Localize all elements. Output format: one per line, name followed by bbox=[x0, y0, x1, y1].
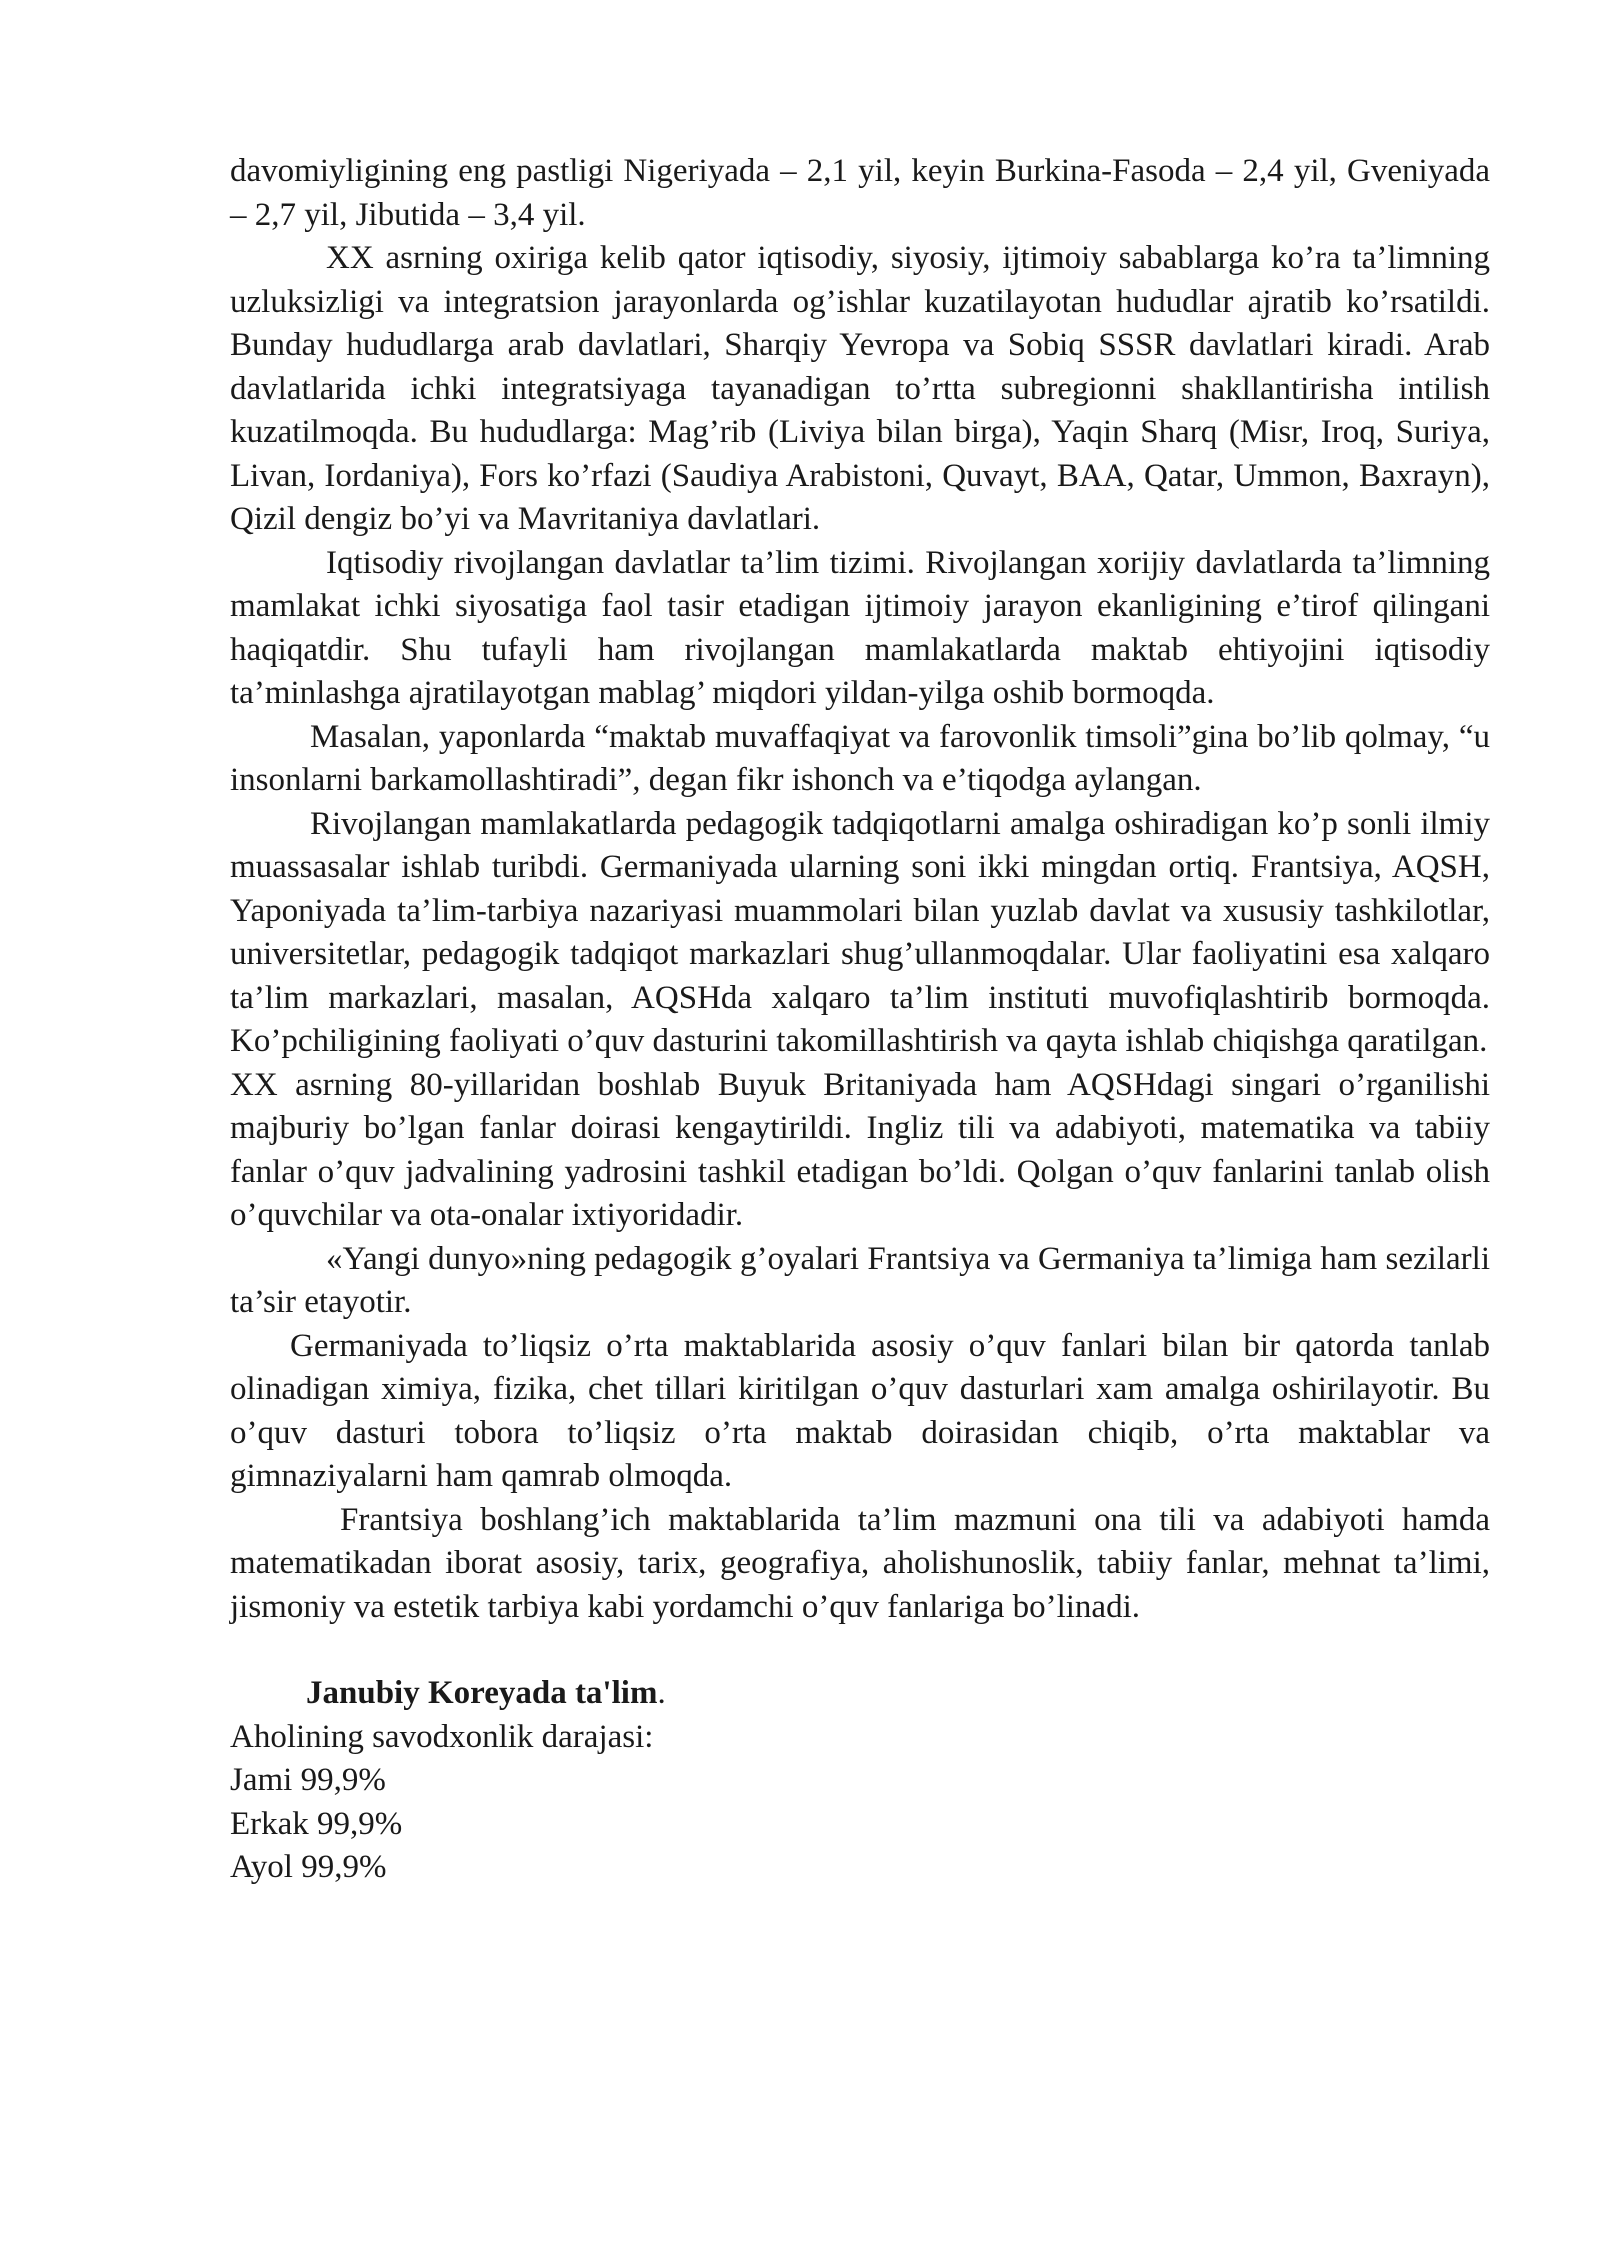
literacy-stat-male: Erkak 99,9% bbox=[230, 1805, 403, 1842]
paragraph-regions: XX asrning oxiriga kelib qator iqtisodiy, siyosiy, ijtimoiy sabablarga ko’ra ta’limning uzluksizligi va integratsion jarayonlarda og’ishlar kuzatilayotan hududlar ajratib ko’rsatildi. Bunday hududlarga arab davlatlari, Sharqiy Yevropa va Sobiq SSSR davlatlari kiradi. Arab davlatlarida ichki integratsiyaga tayanadigan to’rtta subregionni shakllantirisha intilish kuzatilmoqda. Bu hududlarga: Mag’rib (Liviya bilan birga), Yaqin Sharq (Misr, Iroq, Suriya, Livan, Iordaniya), Fors ko’rfazi (Saudiya Arabistoni, Quvayt, BAA, Qatar, Ummon, Baxrayn), Qizil dengiz bo’yi va Mavritaniya davlatlari. bbox=[230, 240, 1490, 537]
paragraph-life-expectancy: davomiyligining eng pastligi Nigeriyada – 2,1 yil, keyin Burkina-Fasoda – 2,4 yil, Gveniyada – 2,7 yil, Jibutida – 3,4 yil. bbox=[230, 153, 1490, 233]
section-heading-text: Janubiy Koreyada ta'lim bbox=[306, 1675, 658, 1711]
paragraph-developed-countries: Iqtisodiy rivojlangan davlatlar ta’lim tizimi. Rivojlangan xorijiy davlatlarda ta’limning mamlakat ichki siyosatiga faol tasir etadigan ijtimoiy jarayon ekanligining e’tirof qilingani haqiqatdir. Shu tufayli ham rivojlangan mamlakatlarda maktab ehtiyojini iqtisodiy ta’minlashga ajratilayotgan mablag’ miqdori yildan-yilga oshib bormoqda. bbox=[230, 544, 1490, 711]
literacy-stat-total: Jami 99,9% bbox=[230, 1762, 386, 1798]
literacy-subheading: Aholining savodxonlik darajasi: bbox=[230, 1718, 654, 1755]
literacy-stat-female: Ayol 99,9% bbox=[230, 1849, 387, 1885]
paragraph-research-institutions: Rivojlangan mamlakatlarda pedagogik tadqiqotlarni amalga oshiradigan ko’p sonli ilmiy muassasalar ishlab turibdi. Germaniyada ularning soni ikki mingdan ortiq. Frantsiya, AQSH, Yaponiyada ta’lim-tarbiya nazariyasi muammolari bilan yuzlab davlat va xususiy tashkilotlar, universitetlar, pedagogik tadqiqot markazlari shug’ullanmoqdalar. Ular faoliyatini esa xalqaro ta’lim markazlari, masalan, AQSHda xalqaro ta’lim instituti muvofiqlashtirib bormoqda. Ko’pchiligining faoliyati o’quv dasturini takomillashtirish va qayta ishlab chiqishga qaratilgan. bbox=[230, 805, 1490, 1059]
paragraph-france: Frantsiya boshlang’ich maktablarida ta’lim mazmuni ona tili va adabiyoti hamda matematikadan iborat asosiy, tarix, geografiya, aholishunoslik, tabiiy fanlar, mehnat ta’limi, jismoniy va estetik tarbiya kabi yordamchi o’quv fanlariga bo’linadi. bbox=[230, 1501, 1490, 1625]
paragraph-japan: Masalan, yaponlarda “maktab muvaffaqiyat va farovonlik timsoli”gina bo’lib qolmay, “u insonlarni barkamollashtiradi”, degan fikr ishonch va e’tiqodga aylangan. bbox=[230, 718, 1490, 798]
paragraph-germany: Germaniyada to’liqsiz o’rta maktablarida asosiy o’quv fanlari bilan bir qatorda tanlab olinadigan ximiya, fizika, chet tillari kiritilgan o’quv dasturlari xam amalga oshirilayotir. Bu o’quv dasturi tobora to’liqsiz o’rta maktab doirasidan chiqib, o’rta maktablar va gimnaziyalarni ham qamrab olmoqda. bbox=[230, 1327, 1490, 1494]
document-page bbox=[230, 150, 1490, 1890]
paragraph-great-britain: XX asrning 80-yillaridan boshlab Buyuk Britaniyada ham AQSHdagi singari o’rganilishi majburiy bo’lgan fanlar doirasi kengaytirildi. Ingliz tili va adabiyoti, matematika va tabiiy fanlar o’quv jadvalining yadrosini tashkil etadigan bo’ldi. Qolgan o’quv fanlarini tanlab olish o’quvchilar va ota-onalar ixtiyoridadir. bbox=[230, 1066, 1490, 1233]
section-heading bbox=[230, 1672, 1490, 1716]
section-heading-suffix: . bbox=[657, 1675, 666, 1711]
paragraph-new-world: «Yangi dunyo»ning pedagogik g’oyalari Frantsiya va Germaniya ta’limiga ham sezilarli ta’sir etayotir. bbox=[230, 1240, 1490, 1320]
